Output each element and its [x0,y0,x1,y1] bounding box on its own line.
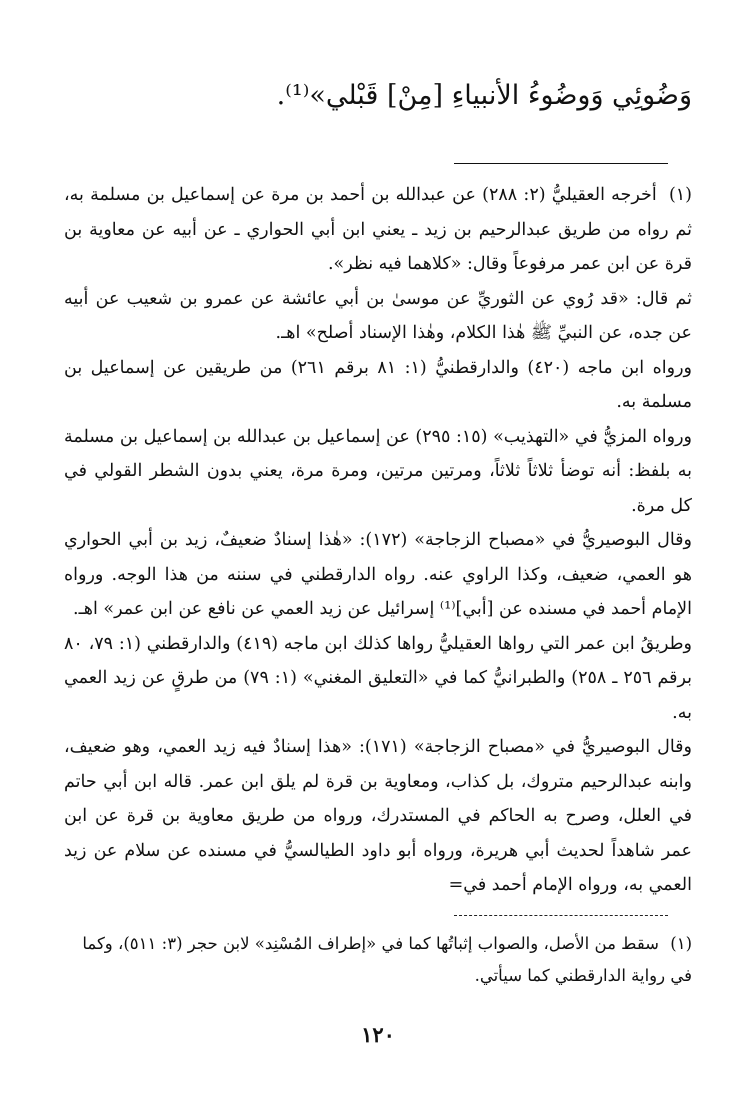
secondary-footnote-text: سقط من الأصل، والصواب إثباتُها كما في «إطراف المُسْنِد» لابن حجر (٣: ٥١١)، وكما في رواية الدارقطني كما سيأتي. [82,934,692,985]
secondary-footnote-number: (١) [670,934,692,953]
footnote-text: أخرجه العقيليُّ (٢: ٢٨٨) عن عبدالله بن أحمد بن مرة عن إسماعيل بن مسلمة به، ثم رواه من طريق عبدالرحيم بن زيد ـ يعني ابن أبي الحواري ـ عن أبيه عن معاوية بن قرة عن ابن عمر مرفوعاً وقال: «كلاهما فيه نظر». [64,185,692,274]
footnote-text: ثم قال: «قد رُوي عن الثوريِّ عن موسىٰ بن أبي عائشة عن عمرو بن شعيب عن أبيه عن جده، عن النبيِّ ﷺ هٰذا الكلام، وهٰذا الإسناد أصلح» اهـ. [64,288,692,343]
footnote-text: وقال البوصيريُّ في «مصباح الزجاجة» (١٧٢): «هٰذا إسنادٌ ضعيفٌ، زيد بن أبي الحواري هو العمي، ضعيف، وكذا الراوي عنه. رواه الدارقطني في سننه من هذا الوجه. ورواه الإمام أحمد في مسنده عن [أبي]⁽¹⁾ إسرائيل عن زيد العمي عن نافع عن ابن عمر» اهـ. [64,530,692,619]
secondary-footnote [64,928,692,992]
footnote-paragraph [64,178,692,282]
footnote-paragraph [64,420,692,524]
footnote-paragraph [64,627,692,731]
footnote-text: وطريقُ ابن عمر التي رواها العقيليُّ رواها كذلك ابن ماجه (٤١٩) والدارقطني (١: ٧٩، ٨٠ برقم ٢٥٦ ـ ٢٥٨) والطبرانيُّ كما في «التعليق المغني» (١: ٧٩) من طرقٍ عن زيد العمي به. [64,633,693,723]
secondary-footnote-separator [454,915,668,916]
page-number: ١٢٠ [361,1022,395,1047]
main-text-line [64,76,692,116]
footnote-text: وقال البوصيريُّ في «مصباح الزجاجة» (١٧١): «هذا إسنادٌ فيه زيد العمي، وهو ضعيف، وابنه عبدالرحيم متروك، بل كذاب، ومعاوية بن قرة لم يلق ابن عمر. قاله ابن أبي حاتم في العلل، وصرح به الحاكم في المستدرك، ورواه من طريق معاوية بن قرة عن ابن عمر شاهداً لحديث أبي هريرة، ورواه أبو داود الطيالسيُّ في مسنده عن سلام عن زيد العمي به، ورواه الإمام أحمد في= [64,737,692,895]
footnote-paragraph [64,351,692,420]
main-text: وَضُوئِي وَوضُوءُ الأنبياءِ [مِنْ] قَبْلي»⁽¹⁾. [276,80,692,111]
footnote-separator [454,163,668,164]
footnote-paragraph [64,282,692,351]
footnote-paragraph [64,523,692,627]
footnote-number: (١) [668,185,692,205]
footnote-block [64,178,692,903]
footnote-text: ورواه المزيُّ في «التهذيب» (١٥: ٢٩٥) عن إسماعيل بن عبدالله بن إسماعيل بن مسلمة به بلفظ: أنه توضأ ثلاثاً ثلاثاً، ومرتين مرتين، ومرة مرة، يعني بدون الشطر القولي في كل مرة. [64,426,692,516]
footnote-paragraph [64,730,692,903]
footnote-text: ورواه ابن ماجه (٤٢٠) والدارقطنيُّ (١: ٨١ برقم ٢٦١) من طريقين عن إسماعيل بن مسلمة به. [64,357,692,412]
